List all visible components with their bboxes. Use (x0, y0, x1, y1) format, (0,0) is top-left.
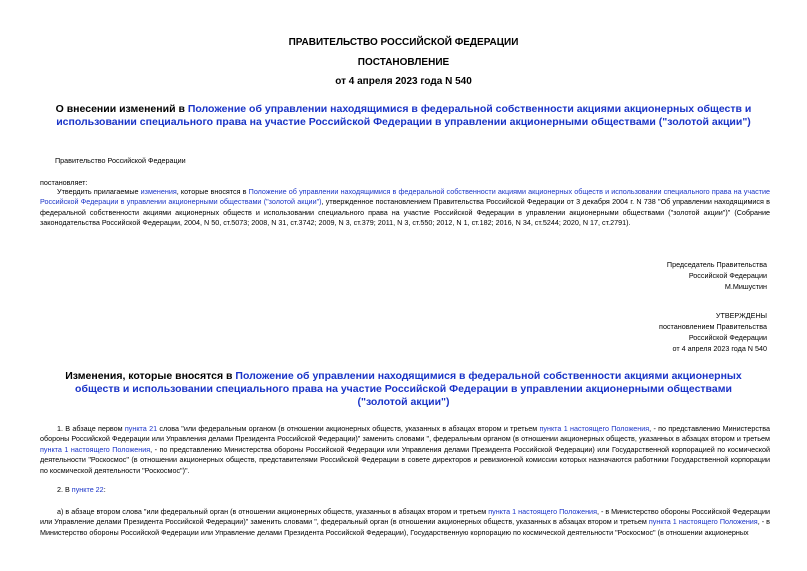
signature-block (667, 259, 767, 292)
changes-link[interactable]: изменения (140, 187, 177, 196)
title-prefix: О внесении изменений в (55, 103, 188, 115)
paragraph-text: : (103, 485, 106, 494)
signature-position: Председатель Правительства (666, 260, 767, 269)
changes-title-prefix: Изменения, которые вносятся в (65, 370, 236, 382)
regulation-link[interactable]: Положение об управлении находящимися в федеральной собственности акциями акционерных обществ и использовании специального права на участие Российской Федерации в управлении акционерными обществами ("золотой акции") (40, 187, 770, 207)
approved-by: постановлением Правительства (659, 322, 767, 331)
point-1-link[interactable]: пункта 1 настоящего Положения (488, 507, 597, 516)
title-regulation-link[interactable]: Положение об управлении находящимися в федеральной собственности акциями акционерных обществ и использовании специального права на участие Российской Федерации в управлении акционерными обществами ("золотой акции") (56, 103, 752, 128)
item-1 (40, 424, 770, 476)
document-date-number: от 4 апреля 2023 года N 540 (335, 76, 472, 87)
signature-name: М.Мишустин (724, 282, 767, 291)
paragraph-text: 1. В абзаце первом (57, 424, 125, 433)
point-21-link[interactable]: пункта 21 (124, 424, 158, 433)
item-2 (40, 485, 770, 495)
item-2a (40, 507, 770, 538)
changes-title (60, 370, 747, 409)
signature-country: Российской Федерации (688, 271, 767, 280)
paragraph-text: Утвердить прилагаемые (57, 187, 141, 196)
paragraph-text: а) в абзаце втором слова "или федеральный орган (в отношении акционерных обществ, указанных в абзацах втором и третьем (57, 507, 489, 516)
document-title (24, 103, 783, 129)
approval-stamp (659, 310, 767, 354)
point-22-link[interactable]: пункте 22 (71, 485, 104, 494)
approval-paragraph (40, 187, 770, 229)
approved-label: УТВЕРЖДЕНЫ (715, 311, 767, 320)
point-1-link[interactable]: пункта 1 настоящего Положения (648, 517, 758, 527)
paragraph-text: , - по представлению Министерства обороны Российской Федерации или Управления делами Президента Российской Федерации)" заменить словами ", федеральным органом (в отношении акционерных обществ, указанных в абзацах втором и третьем (40, 424, 771, 444)
document-type: ПОСТАНОВЛЕНИЕ (357, 57, 450, 68)
government-heading: ПРАВИТЕЛЬСТВО РОССИЙСКОЙ ФЕДЕРАЦИИ (288, 37, 519, 48)
point-1-link[interactable]: пункта 1 настоящего Положения (539, 424, 650, 433)
approved-date: от 4 апреля 2023 года N 540 (672, 344, 767, 353)
decrees-line: постановляет: (40, 178, 88, 187)
point-1-link[interactable]: пункта 1 настоящего Положения (40, 444, 151, 454)
government-line: Правительство Российской Федерации (55, 156, 186, 165)
changes-title-link[interactable]: Положение об управлении находящимися в федеральной собственности акциями акционерных обществ и использовании специального права на участие Российской Федерации в управлении акционерными обществами ("золотой акции") (75, 370, 742, 408)
paragraph-text: слова "или федеральным органом (в отношении акционерных обществ, указанных в абзацах втором и третьем (157, 424, 540, 433)
paragraph-text: , - по представлению Министерства обороны Российской Федерации или Управления делами Президента Российской Федерации) или Государственной корпорацией по космической деятельности "Роскосмос" (в отношении акционерных обществ, представителями Российской Федерации в совете директоров и ревизионной комиссии которых назначаются работники Государственной корпорации по космической деятельности "Роскосмос")". (40, 444, 770, 475)
paragraph-text: , которые вносятся в (176, 187, 249, 196)
paragraph-text: , утвержденное постановлением Правительства Российской Федерации от 3 декабря 2004 г. N 738 "Об управлении находящимися в федеральной собственности акциями акционерных обществ и использовании специального права на участие Российской Федерации в управлении акционерными обществами ("золотой акции")" (Собрание законодательства Российской Федерации, 2004, N 50, ст.5073; 2008, N 31, ст.3742; 2009, N 3, ст.379; 2011, N 3, ст.550; 2012, N 1, ст.182; 2016, N 34, ст.5244; 2020, N 17, ст.2791). (40, 197, 770, 228)
approved-country: Российской Федерации (688, 333, 767, 342)
paragraph-text: , - в Министерство обороны Российской Федерации или Управление делами Президента Российской Федерации), Государственную корпорацию по космической деятельности "Роскосмос" (в отношении акционерных (40, 517, 770, 537)
paragraph-text: , - в Министерство обороны Российской Федерации или Управление делами Президента Российской Федерации)" заменить словами ", федеральный орган (в отношении акционерных обществ, указанных в абзацах втором и третьем (40, 507, 770, 527)
paragraph-text: 2. В (57, 485, 72, 494)
